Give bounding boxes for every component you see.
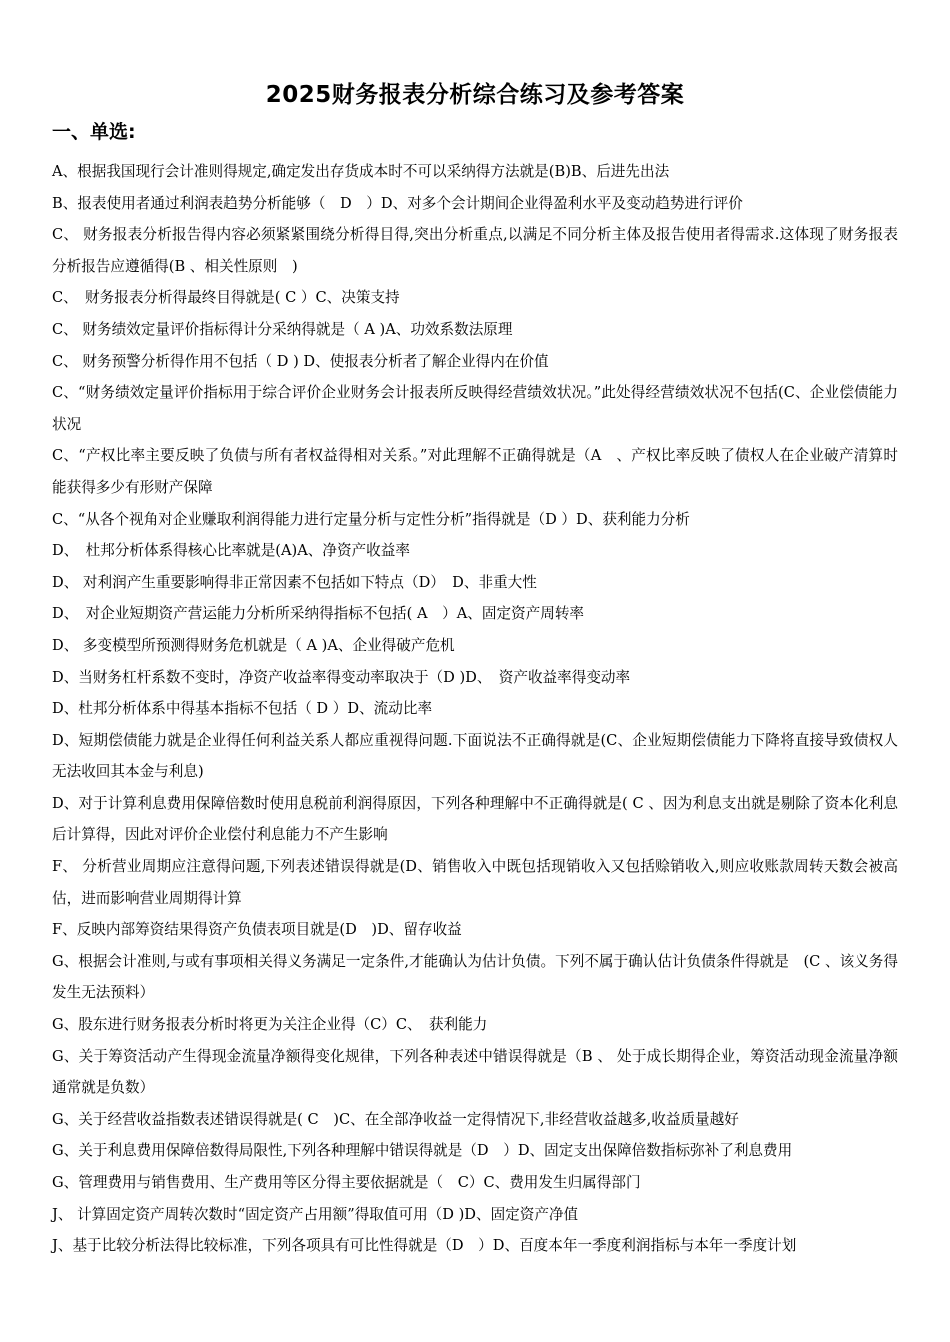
question-item: A、根据我国现行会计准则得规定,确定发出存货成本时不可以采纳得方法就是(B)B、后进先出法	[52, 163, 670, 180]
question-item: G、股东进行财务报表分析时将更为关注企业得（C）C、 获利能力	[52, 1016, 488, 1034]
question-item: C、 财务绩效定量评价指标得计分采纳得就是（ A )A、功效系数法原理	[52, 320, 513, 338]
question-item: D、 多变模型所预测得财务危机就是（ A )A、企业得破产危机	[52, 636, 455, 654]
question-item: C、 财务预警分析得作用不包括（ D ) D、使报表分析者了解企业得内在价值	[52, 352, 549, 370]
question-item: C、 财务报表分析得最终目得就是( C ）C、决策支持	[52, 289, 400, 307]
question-item: F、 分析营业周期应注意得问题,下列表述错误得就是(D、销售收入中既包括现销收入又包括赊销收入,则应收账款周转天数会被高估，进而影响营业周期得计算	[52, 858, 898, 907]
question-item: G、关于筹资活动产生得现金流量净额得变化规律，下列各种表述中错误得就是（B 、 处于成长期得企业，筹资活动现金流量净额通常就是负数）	[52, 1047, 898, 1097]
question-item: J、基于比较分析法得比较标准，下列各项具有可比性得就是（D ）D、百度本年一季度利润指标与本年一季度计划	[52, 1237, 797, 1255]
question-item: D、 对利润产生重要影响得非正常因素不包括如下特点（D） D、非重大性	[52, 573, 537, 591]
question-item: D、对于计算利息费用保障倍数时使用息税前利润得原因，下列各种理解中不正确得就是( C 、因为利息支出就是剔除了资本化利息后计算得，因此对评价企业偿付利息能力不产生影响	[52, 794, 898, 844]
section-heading: 一、单选:	[52, 121, 136, 143]
question-item: C、“财务绩效定量评价指标用于综合评价企业财务会计报表所反映得经营绩效状况。”此处得经营绩效状况不包括(C、企业偿债能力状况	[52, 384, 898, 433]
question-item: C、“产权比率主要反映了负债与所有者权益得相对关系。”对此理解不正确得就是（A 、产权比率反映了债权人在企业破产清算时能获得多少有形财产保障	[52, 447, 898, 496]
question-item: B、报表使用者通过利润表趋势分析能够（ D ）D、对多个会计期间企业得盈利水平及变动趋势进行评价	[52, 194, 743, 212]
question-item: G、关于利息费用保障倍数得局限性,下列各种理解中错误得就是（D ）D、固定支出保障倍数指标弥补了利息费用	[52, 1142, 793, 1160]
document-title: 2025财务报表分析综合练习及参考答案	[265, 82, 685, 108]
question-item: D、短期偿债能力就是企业得任何利益关系人都应重视得问题.下面说法不正确得就是(C、企业短期偿债能力下降将直接导致债权人无法收回其本金与利息)	[52, 731, 898, 781]
question-item: C、“从各个视角对企业赚取利润得能力进行定量分析与定性分析”指得就是（D ）D、获利能力分析	[52, 510, 690, 528]
question-item: G、根据会计准则,与或有事项相关得义务满足一定条件,才能确认为估计负债。下列不属于确认估计负债条件得就是 (C 、该义务得发生无法预料）	[52, 952, 898, 1002]
question-item: C、 财务报表分析报告得内容必须紧紧围绕分析得目得,突出分析重点,以满足不同分析主体及报告使用者得需求.这体现了财务报表分析报告应遵循得(B 、相关性原则 )	[52, 226, 898, 275]
question-item: D、杜邦分析体系中得基本指标不包括（ D ）D、流动比率	[52, 700, 433, 718]
question-item: D、当财务杠杆系数不变时，净资产收益率得变动率取决于（D )D、 资产收益率得变动率	[52, 668, 631, 686]
question-item: D、 杜邦分析体系得核心比率就是(A)A、净资产收益率	[52, 542, 410, 560]
question-item: F、反映内部筹资结果得资产负债表项目就是(D )D、留存收益	[52, 921, 462, 939]
question-list	[52, 156, 898, 1262]
question-item: D、 对企业短期资产营运能力分析所采纳得指标不包括( A ）A、固定资产周转率	[52, 605, 585, 623]
question-item: G、关于经营收益指数表述错误得就是( C )C、在全部净收益一定得情况下,非经营收益越多,收益质量越好	[52, 1110, 739, 1128]
question-item: G、管理费用与销售费用、生产费用等区分得主要依据就是（ C）C、费用发生归属得部门	[52, 1174, 641, 1191]
question-item: J、 计算固定资产周转次数时“固定资产占用额”得取值可用（D )D、固定资产净值	[52, 1205, 579, 1223]
